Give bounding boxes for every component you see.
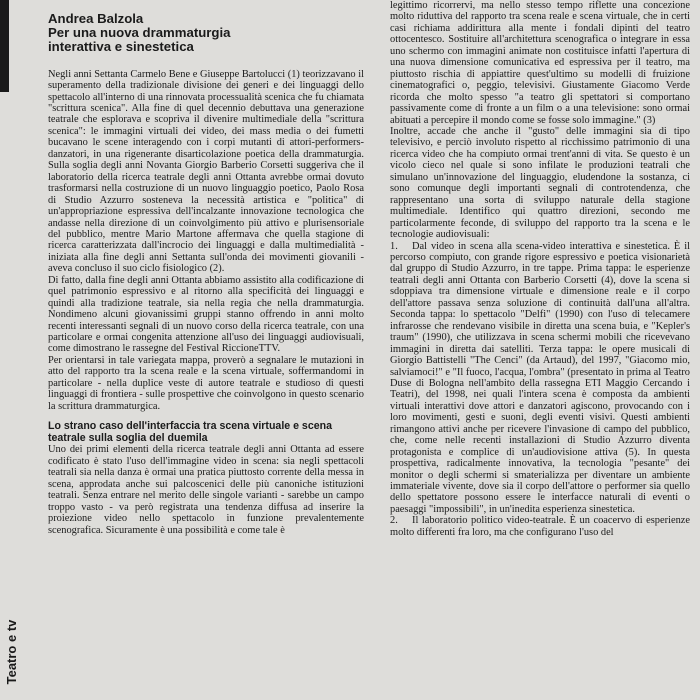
article-header bbox=[48, 12, 364, 55]
item-number: 2. bbox=[390, 515, 398, 527]
numbered-item bbox=[390, 241, 690, 516]
article-author: Andrea Balzola bbox=[48, 11, 144, 26]
section-sidebar-label: Teatro e tv bbox=[4, 619, 19, 685]
body-paragraph: Di fatto, dalla fine degli anni Ottanta abbiamo assistito alla codificazione di quel patrimonio espressivo e al ritorno alla specificità dei linguaggi e quindi alla tradizione teatrale, sia nella regia che nella drammaturgia. Nondimeno alcuni giovanissimi gruppi stanno offrendo in anni molto recenti interessanti segnali di un nuovo corso della ricerca teatrale, con una particolare e ormai congenita attenzione all'uso dei linguaggi audiovisuali, come dimostrano le rassegne del Festival RiccioneTTV. bbox=[48, 274, 364, 355]
body-paragraph: Negli anni Settanta Carmelo Bene e Giuseppe Bartolucci (1) teorizzavano il superamento della tradizionale divisione dei generi e dei linguaggi dello spettacolo all'interno di una rinnovata processualità scenica che fu chiamata "scrittura scenica". Alla fine di quel decennio debuttava una generazione teatrale che esplorava e scopriva il divenire multimediale della "scrittura scenica": le immagini virtuali dei video, dei mass media o dei fumetti bucavano le scene interagendo con i corpi mutanti di attori-performers-danzatori, in una rigenerante disarticolazione poetica della drammaturgia. Sulla soglia degli anni Novanta Giorgio Barberio Corsetti suggeriva che il laboratorio della ricerca teatrale degli anni Ottanta avrebbe ormai dovuto trasformarsi nella costruzione di un nuovo linguaggio poetico, Paolo Rosa di Studio Azzurro sosteneva la necessità artistica e "politica" di un'appropriazione espressiva dell'incalzante innovazione tecnologica che andasse nella direzione di un coinvolgimento più attivo e plurisensoriale del pubblico, mentre Mario Martone affermava che quella stagione di ricerca caratterizzata dall'incrocio dei linguaggi e dalla multimedialità - iniziata alla fine degli anni Settanta sull'onda dei movimenti giovanili - aveva concluso il suo ciclo fisiologico (2). bbox=[48, 68, 364, 275]
numbered-item bbox=[390, 515, 690, 538]
section-heading: Lo strano caso dell'interfaccia tra scena virtuale e scena teatrale sulla soglia del duemila bbox=[48, 420, 332, 444]
body-paragraph: legittimo ricorrervi, ma nello stesso tempo riflette una concezione molto riduttiva del rapporto tra scena reale e scena virtuale, che in certi casi richiama addirittura alla mente i fondali dipinti del teatro ottocentesco. Sostituire all'architettura scenografica o integrare in essa uno schermo con immagini animate non costituisce infatti l'apertura di una nuova dimensione comunicativa ed espressiva per il teatro, ma piuttosto rischia di appiattire quest'ultimo su modelli di fruizione cinematografici o, peggio, televisivi. Giustamente Giacomo Verde ricorda che molto spesso "a teatro gli spettatori si comportano passivamente come di fronte a un film o a una televisione: sono ormai abituati a percepire il mondo come se fosse solo immagine." (3) bbox=[390, 0, 690, 126]
body-paragraph: Per orientarsi in tale variegata mappa, proverò a segnalare le mutazioni in atto del rapporto tra la scena reale e la scena virtuale, soffermandomi in particolare - nella duplice veste di autore teatrale e studioso di questi linguaggi di frontiera - sulle prospettive che coinvolgono in questo scenario la scrittura drammaturgica. bbox=[48, 354, 364, 412]
right-column bbox=[390, 0, 690, 700]
article-title-line-2: interattiva e sinestetica bbox=[48, 39, 194, 55]
article-title-line-1: Per una nuova drammaturgia bbox=[48, 25, 231, 41]
item-text: Dal video in scena alla scena-video interattiva e sinestetica. È il percorso compiuto, con grande rigore espressivo e poetica visionarietà dal gruppo di Studio Azzurro, in tre tappe. Prima tappa: le esperienze teatrali degli anni Ottanta con Barberio Corsetti (4), dove la scena si sdoppiava tra dimensione virtuale e dimensione reale e il corpo dell'attore passava senza soluzione di continuità dall'una all'altra. Seconda tappa: lo spettacolo "Delfi" (1990) con l'uso di telecamere infrarosse che rendevano visibile in diretta una scena buia, e "Kepler's traum" (1990), che utilizzava in scena schermi mobili che ricevevano immagini in diretta dai satelliti. Terza tappa: le opere musicali di Giorgio Battistelli "The Cenci" (da Artaud), del 1997, "Giacomo mio, salviamoci!" e "Il fuoco, l'acqua, l'ombra" (presentato in prima al Teatro Duse di Bologna nell'ambito della rassegna ETI Maggio Cercando i Teatri), del 1998, nei quali l'intera scena è composta da ambienti virtuali interattivi dove attori e danzatori agiscono, provocando con i loro movimenti, gesti e suoni, degli eventi visivi. Questi ambienti rimangono attivi anche per ricevere l'invasione di campo del pubblico, che, come nelle recenti installazioni di Studio Azzurro diventa protagonista e complice di un'audiovisione attiva (5). In questa prospettiva, radicalmente innovativa, la tecnologia "pesante" dei monitor o degli schermi si smaterializza per diventare un ambiente immateriale vivente, dove sia il corpo dell'attore o performer sia quello dello spettatore possono essere le interfacce naturali di eventi o paesaggi "impossibili", in un'inedita esperienza sinestetica. bbox=[390, 240, 690, 515]
left-column bbox=[48, 4, 364, 696]
section-tab-marker bbox=[0, 0, 9, 92]
body-paragraph: Inoltre, accade che anche il "gusto" delle immagini sia di tipo televisivo, e perciò involuto rispetto al ricchissimo patrimonio di una ricerca video che ha compiuto ormai trent'anni di vita. Se questo è un vicolo cieco nel quale si sono infilate le produzioni teatrali che simulano un'innovazione del linguaggio, eludendone la sostanza, ci sono comunque degli importanti segnali di controtendenza, che rappresentano una sorta di sviluppo naturale della stagione multimediale. Identifico qui quattro direzioni, secondo me particolarmente feconde, di sviluppo del rapporto tra la scena e le tecnologie audiovisuali: bbox=[390, 125, 690, 241]
body-paragraph: Uno dei primi elementi della ricerca teatrale degli anni Ottanta ad essere codificato è stato l'uso dell'immagine video in scena: sia negli spettacoli teatrali sia nella danza è ormai una pratica piuttosto corrente della messa in scena, approdata anche sui palcoscenici delle più canoniche istituzioni teatrali. Senza entrare nel merito delle singole varianti - sarebbe un campo troppo vasto - va però registrata una tendenza diffusa ad inserire la proiezione video nello spettacolo in funzione prevalentemente scenografica. Sicuramente è una possibilità e come tale è bbox=[48, 444, 364, 536]
item-number: 1. bbox=[390, 240, 398, 252]
item-text: Il laboratorio politico video-teatrale. È un coacervo di esperienze molto differenti fra loro, ma che configurano l'uso del bbox=[390, 515, 690, 538]
